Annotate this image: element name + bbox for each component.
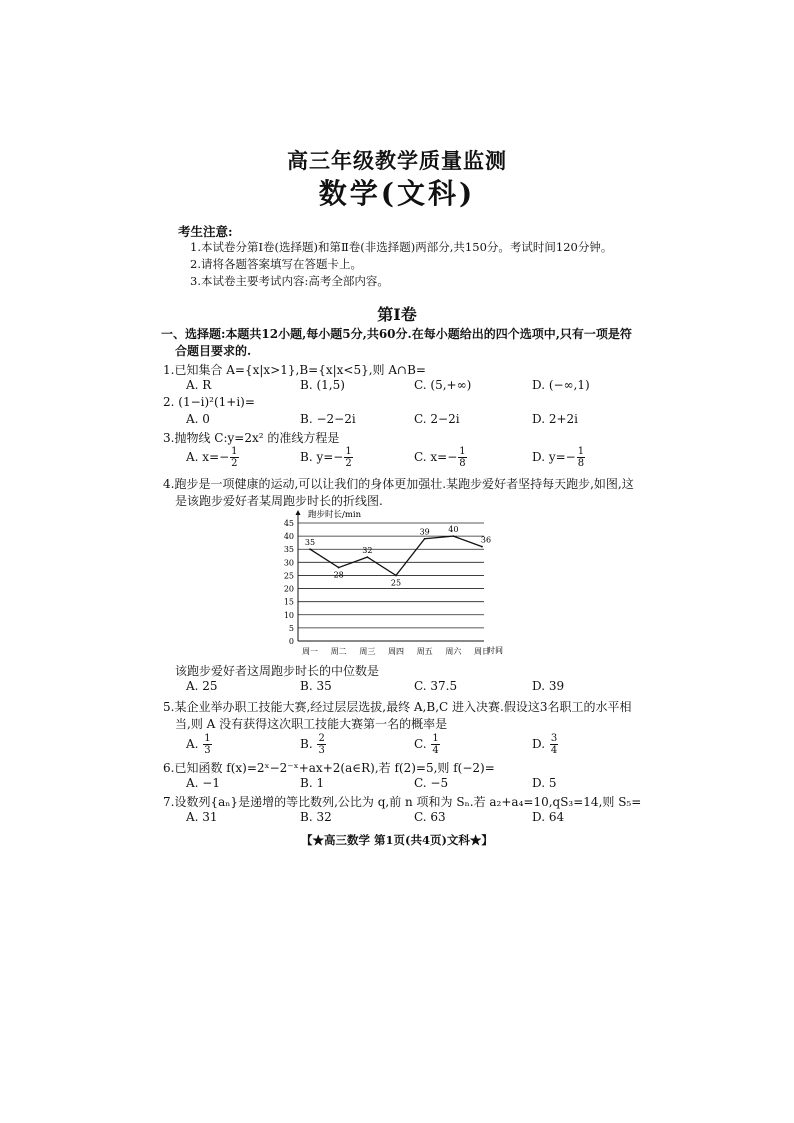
y-tick-label: 5 (288, 623, 294, 633)
y-tick-label: 20 (283, 584, 294, 594)
q3-option-b (300, 446, 354, 469)
numerator: 3 (550, 733, 558, 744)
q6-option-d: D. 5 (532, 776, 557, 790)
x-tick-label: 周二 (330, 647, 347, 656)
y-tick-label: 45 (283, 519, 294, 528)
y-tick-label: 15 (283, 597, 294, 607)
x-tick-label: 周六 (445, 647, 462, 656)
question-5-stem: 当,则 A 没有获得这次职工技能大赛第一名的概率是 (175, 717, 448, 731)
denominator: 4 (550, 745, 558, 756)
q7-option-b: B. 32 (300, 810, 332, 824)
page-footer: 【★高三数学 第1页(共4页)文科★】 (301, 833, 493, 847)
q4-option-c: C. 37.5 (414, 679, 458, 693)
x-tick-labels (302, 646, 490, 656)
q5-option-c-prefix: C. (414, 737, 431, 751)
y-tick-label: 30 (283, 558, 294, 568)
data-label: 35 (304, 538, 316, 548)
notice-item: 1.本试卷分第Ⅰ卷(选择题)和第Ⅱ卷(非选择题)两部分,共150分。考试时间120分钟。 (190, 240, 613, 254)
data-label: 40 (448, 525, 459, 535)
data-label: 32 (362, 546, 373, 556)
fraction (344, 446, 352, 469)
numerator: 1 (345, 446, 352, 457)
denominator: 8 (459, 458, 466, 469)
fraction (458, 446, 466, 469)
fraction (230, 446, 238, 469)
q2-option-a: A. 0 (186, 412, 210, 426)
question-4-prompt: 该跑步爱好者这周跑步时长的中位数是 (175, 664, 380, 678)
data-label: 28 (333, 570, 344, 580)
q6-option-a: A. −1 (186, 776, 220, 790)
numerator: 1 (231, 446, 238, 457)
x-tick-label: 周日 (474, 647, 490, 656)
section-instruction: 合题目要求的. (175, 344, 252, 358)
fraction (431, 733, 439, 756)
data-label: 25 (390, 578, 402, 588)
x-tick-label: 周一 (302, 647, 318, 656)
fraction (317, 733, 325, 756)
y-axis-label: 跑步时长/min (308, 510, 362, 520)
question-2-stem: 2. (1−i)²(1+i)= (163, 395, 255, 409)
question-6-stem: 6.已知函数 f(x)=2ˣ−2⁻ˣ+ax+2(a∈R),若 f(2)=5,则 f(−2)= (163, 761, 495, 775)
notice-item: 2.请将各题答案填写在答题卡上。 (190, 257, 362, 271)
data-point (338, 567, 340, 569)
notice-heading: 考生注意: (178, 224, 233, 239)
numerator: 1 (459, 446, 466, 457)
notice-item: 3.本试卷主要考试内容:高考全部内容。 (190, 274, 389, 288)
question-5-stem: 5.某企业举办职工技能大赛,经过层层选拔,最终 A,B,C 进入决赛.假设这3名职工的水平相 (163, 700, 632, 714)
numerator: 1 (577, 446, 585, 457)
q3-option-d-prefix: D. y=− (532, 450, 576, 464)
y-tick-label: 0 (288, 637, 294, 646)
data-label: 39 (419, 527, 430, 537)
fraction (203, 733, 211, 756)
data-point (366, 556, 368, 558)
x-tick-label: 周三 (359, 647, 376, 656)
x-axis-label: 时间 (487, 646, 503, 655)
q1-option-d: D. (−∞,1) (532, 378, 590, 392)
q3-option-c-prefix: C. x=− (414, 450, 458, 464)
y-tick-label: 10 (283, 610, 294, 620)
q7-option-d: D. 64 (532, 810, 565, 824)
q5-option-c (414, 733, 441, 756)
q5-option-b-prefix: B. (300, 737, 317, 751)
q6-option-b: B. 1 (300, 776, 325, 790)
q5-option-a-prefix: A. (186, 737, 203, 751)
q7-option-a: A. 31 (186, 810, 218, 824)
y-tick-label: 25 (283, 571, 294, 581)
data-point (424, 538, 426, 540)
data-labels (305, 525, 491, 587)
x-tick-label: 周五 (416, 647, 433, 656)
q1-option-c: C. (5,+∞) (414, 378, 472, 392)
q5-option-d-prefix: D. (532, 737, 549, 751)
q3-option-d (532, 446, 586, 469)
q2-option-d: D. 2+2i (532, 412, 578, 426)
running-time-line-chart (262, 505, 522, 657)
subject-title: 数学(文科) (318, 177, 476, 210)
exam-title: 高三年级教学质量监测 (287, 148, 507, 173)
q1-option-a: A. R (186, 378, 212, 392)
q3-option-a (186, 446, 240, 469)
q7-option-c: C. 63 (414, 810, 446, 824)
question-7-stem: 7.设数列{aₙ}是递增的等比数列,公比为 q,前 n 项和为 Sₙ.若 a₂+a₄=10,qS₃=14,则 S₅= (163, 795, 642, 809)
series-line (310, 536, 482, 575)
question-4-stem: 4.跑步是一项健康的运动,可以让我们的身体更加强壮.某跑步爱好者坚持每天跑步,如图,这 (163, 477, 634, 491)
question-4-stem: 是该跑步爱好者某周跑步时长的折线图. (175, 494, 383, 508)
denominator: 2 (345, 458, 352, 469)
denominator: 8 (577, 458, 585, 469)
numerator: 2 (318, 733, 325, 744)
y-tick-label: 35 (283, 545, 294, 555)
q3-option-b-prefix: B. y=− (300, 450, 344, 464)
q5-option-d (532, 733, 559, 756)
section-instruction: 一、选择题:本题共12小题,每小题5分,共60分.在每小题给出的四个选项中,只有一项是符 (161, 327, 632, 341)
q2-option-b: B. −2−2i (300, 412, 356, 426)
q6-option-c: C. −5 (414, 776, 449, 790)
data-point (395, 575, 397, 577)
data-point (309, 548, 311, 550)
q4-option-d: D. 39 (532, 679, 565, 693)
q4-option-b: B. 35 (300, 679, 332, 693)
q5-option-b (300, 733, 327, 756)
question-3-stem: 3.抛物线 C:y=2x² 的准线方程是 (163, 431, 340, 445)
x-tick-label: 周四 (388, 647, 404, 656)
y-axis-arrow (296, 510, 301, 515)
q2-option-c: C. 2−2i (414, 412, 460, 426)
numerator: 1 (204, 733, 211, 744)
q3-option-a-prefix: A. x=− (186, 450, 230, 464)
q4-option-a: A. 25 (186, 679, 218, 693)
y-tick-labels (284, 519, 294, 646)
denominator: 2 (231, 458, 238, 469)
data-point (481, 546, 483, 548)
denominator: 3 (318, 745, 325, 756)
fraction (577, 446, 585, 469)
denominator: 4 (432, 745, 439, 756)
q1-option-b: B. (1,5) (300, 378, 345, 392)
data-point (452, 535, 454, 537)
data-label: 36 (480, 535, 492, 545)
q3-option-c (414, 446, 468, 469)
denominator: 3 (204, 745, 211, 756)
question-1-stem: 1.已知集合 A={x|x>1},B={x|x<5},则 A∩B= (163, 363, 426, 377)
fraction (550, 733, 558, 756)
section-title: 第Ⅰ卷 (377, 305, 417, 324)
y-tick-label: 40 (283, 532, 294, 542)
q5-option-a (186, 733, 213, 756)
numerator: 1 (432, 733, 439, 744)
